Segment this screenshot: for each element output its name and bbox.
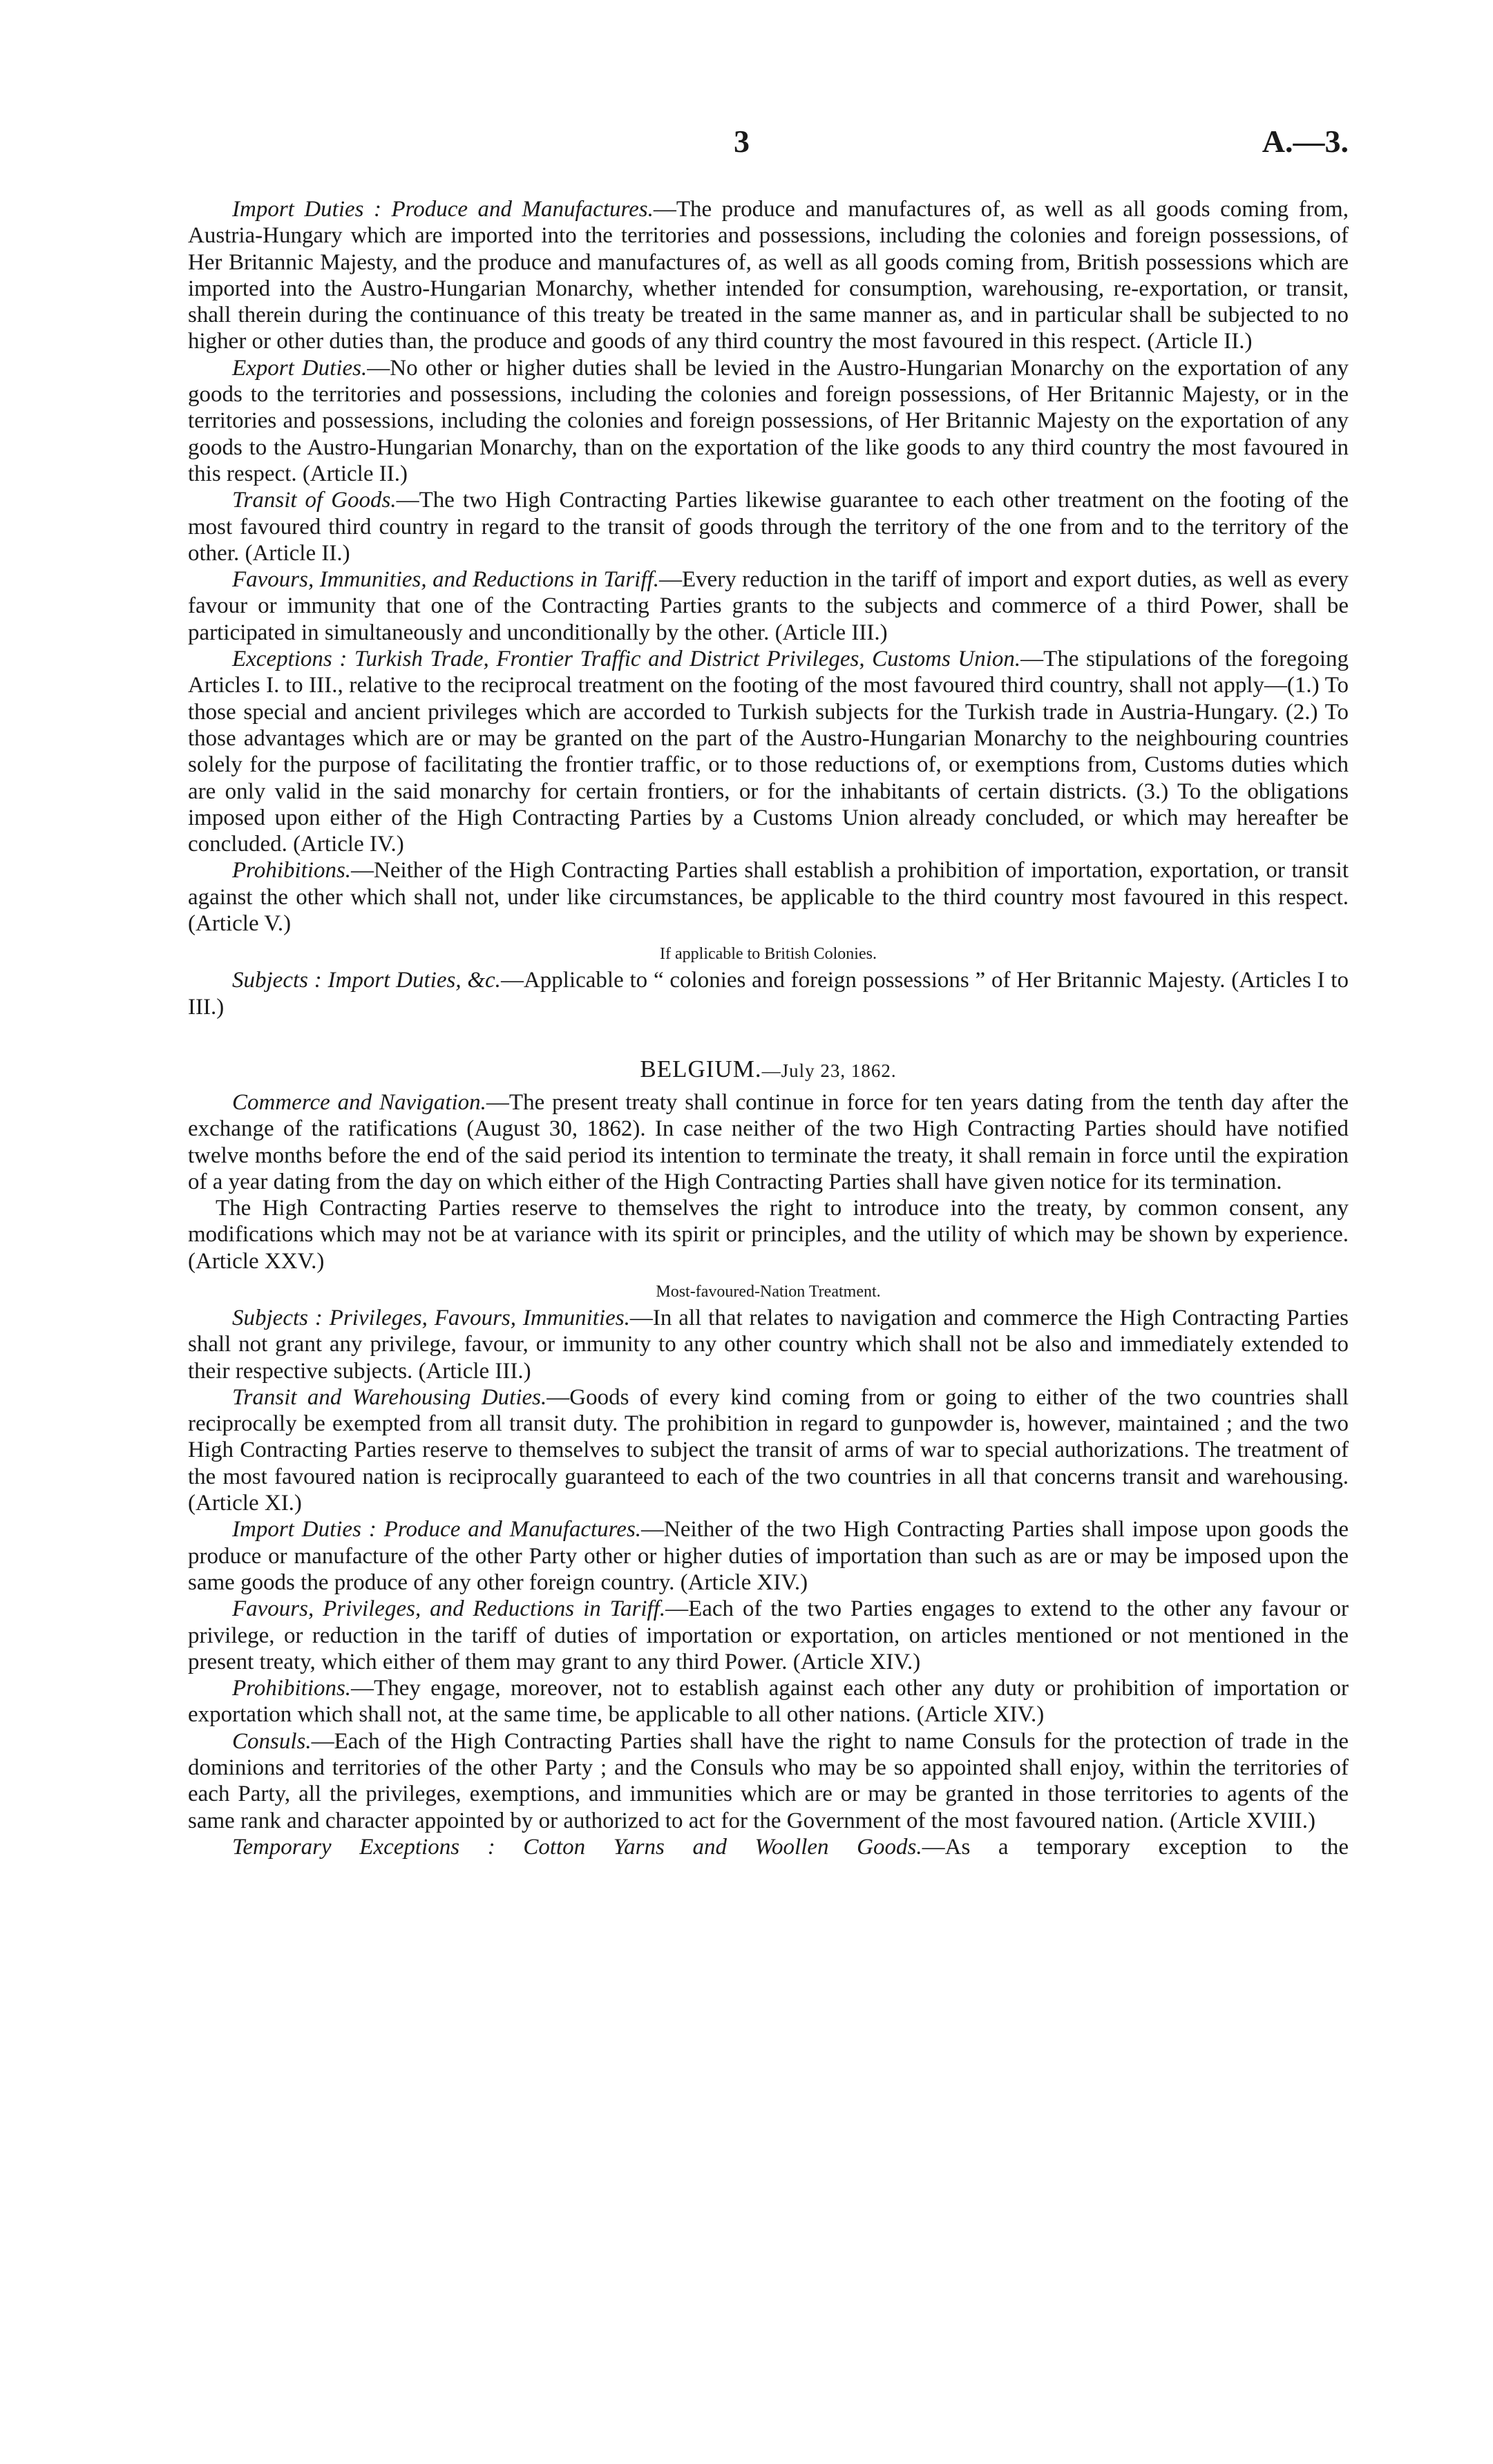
paragraph-heading: Temporary Exceptions : Cotton Yarns and Woollen Goods. (232, 1834, 922, 1860)
paragraph-consuls (188, 1728, 1349, 1834)
document-page (188, 0, 1349, 1860)
paragraph-import-duties (188, 196, 1349, 355)
paragraph-commerce-navigation (188, 1089, 1349, 1195)
paragraph-heading: Export Duties. (232, 355, 368, 381)
paragraph-heading: Favours, Immunities, and Reductions in Tariff. (232, 567, 659, 593)
paragraph-text: —The stipulations of the foregoing Articles I. to III., relative to the reciprocal treatment on the footing of the most favoured third country, shall not apply—(1.) To those special and ancient privileges which are accorded to Turkish subjects for the Turkish trade in Austria-Hungary. (2.) To those advantages which are or may be granted on the part of the Austro-Hungarian Monarchy to the neighbouring countries solely for the purpose of facilitating the frontier traffic, or to those reductions of, or exemptions from, Customs duties which are only valid in the said monarchy for certain frontiers, or for the inhabitants of certain districts. (3.) To the obligations imposed upon either of the High Contracting Parties by a Customs Union already concluded, or which may hereafter be concluded. (Article IV.) (188, 647, 1349, 857)
paragraph-exceptions (188, 646, 1349, 857)
paragraph-colonies (188, 967, 1349, 1020)
paragraph-text: —Every reduction in the tariff of import and export duties, as well as every favour or immunity that one of the Contracting Parties grants to the subjects and commerce of a third Power, shall be participated in simultaneously and unconditionally by the other. (Article III.) (188, 567, 1349, 645)
paragraph-prohibitions (188, 857, 1349, 937)
paragraph-transit-warehousing (188, 1384, 1349, 1516)
paragraph-heading: Subjects : Import Duties, &c. (232, 968, 501, 993)
paragraph-text: —Neither of the High Contracting Parties shall establish a prohibition of importation, exportation, or transit against the other which shall not, under like circumstances, be applicable to the third country most favoured in this respect. (Article V.) (188, 858, 1349, 937)
paragraph-text: —No other or higher duties shall be levied in the Austro-Hungarian Monarchy on the exportation of any goods to the territories and possessions, including the colonies and foreign possessions, of Her Britannic Majesty, or in the territories and possessions, including the colonies and foreign possessions, of Her Britannic Majesty on the exportation of any goods to the Austro-Hungarian Monarchy, than on the exportation of the like goods to any third country the most favoured in this respect. (Article II.) (188, 355, 1349, 486)
paragraph-heading: Favours, Privileges, and Reductions in Tariff. (232, 1596, 666, 1622)
paragraph-text: —The two High Contracting Parties likewise guarantee to each other treatment on the footing of the most favoured third country in regard to the transit of goods through the territory of the one from and to the territory of the other. (Article II.) (188, 488, 1349, 566)
paragraph-prohibitions-belgium (188, 1675, 1349, 1728)
paragraph-text: —Goods of every kind coming from or going to either of the two countries shall reciprocally be exempted from all transit duty. The prohibition in regard to gunpowder is, however, maintained ; and the two High Contracting Parties reserve to themselves to subject the transit of arms of war to special authorizations. The treatment of the most favoured nation is reciprocally guaranteed to each of the two countries in all that concerns transit and warehousing. (Article XI.) (188, 1384, 1349, 1516)
section-date: —July 23, 1862. (761, 1060, 897, 1081)
paragraph-text: —The present treaty shall continue in force for ten years dating from the tenth day after the exchange of the ratifications (August 30, 1862). In case neither of the two High Contracting Parties should have notified twelve months before the end of the said period its intention to terminate the treaty, it shall remain in force until the expiration of a year dating from the day on which either of the High Contracting Parties shall have given notice for its termination. (188, 1089, 1349, 1194)
paragraph-heading: Exceptions : Turkish Trade, Frontier Traffic and District Privileges, Customs Union. (232, 647, 1021, 672)
paragraph-export-duties (188, 355, 1349, 487)
paragraph-heading: Import Duties : Produce and Manufactures. (232, 197, 654, 222)
mfn-subheading: Most-favoured-Nation Treatment. (656, 1282, 881, 1301)
colonies-subheading: If applicable to British Colonies. (660, 945, 877, 964)
page-header (188, 0, 1349, 166)
paragraph-text: —Neither of the two High Contracting Parties shall impose upon goods the produce or manufacture of the other Party other or higher duties of importation than such as are or may be imposed upon the same goods the produce of any other foreign country. (Article XIV.) (188, 1517, 1349, 1595)
paragraph-heading: Consuls. (232, 1728, 312, 1754)
paragraph-heading: Prohibitions. (232, 858, 352, 884)
paragraph-modifications (188, 1195, 1349, 1274)
paragraph-text: —Each of the two Parties engages to extend to the other any favour or privilege, or reduction in the tariff of duties of importation or exportation, on articles mentioned or not mentioned in the present treaty, which either of them may grant to any third Power. (Article XIV.) (188, 1596, 1349, 1674)
belgium-section (188, 1053, 1349, 1860)
paragraph-heading: Import Duties : Produce and Manufactures. (232, 1517, 642, 1543)
paragraph-text: —Applicable to “ colonies and foreign possessions ” of Her Britannic Majesty. (Articles I to III.) (188, 968, 1349, 1020)
paragraph-text: The High Contracting Parties reserve to themselves the right to introduce into the treaty, by common consent, any modifications which may not be at variance with its spirit or principles, and the utility of which may be shown by experience. (Article XXV.) (188, 1196, 1349, 1274)
paragraph-subjects-privileges (188, 1305, 1349, 1384)
paragraph-heading: Transit and Warehousing Duties. (232, 1384, 547, 1410)
paragraph-heading: Subjects : Privileges, Favours, Immunities. (232, 1305, 630, 1330)
austria-section (188, 196, 1349, 1020)
paragraph-temporary-exceptions (188, 1834, 1349, 1860)
paragraph-text: —The produce and manufactures of, as well as all goods coming from, Austria-Hungary which are imported into the territories and possessions, including the colonies and foreign possessions, of Her Britannic Majesty, and the produce and manufactures of, as well as all goods coming from, British possessions which are imported into the Austro-Hungarian Monarchy, whether intended for consumption, warehousing, re-exportation, or transit, shall therein during the continuance of this treaty be treated in the same manner as, and in particular shall be subjected to no higher or other duties than, the produce and goods of any third country the most favoured in this respect. (Article II.) (188, 197, 1349, 354)
paragraph-heading: Commerce and Navigation. (232, 1089, 486, 1115)
paragraph-text: —Each of the High Contracting Parties shall have the right to name Consuls for the protection of trade in the dominions and territories of the other Party ; and the Consuls who may be so appointed shall enjoy, within the territories of each Party, all the privileges, exemptions, and immunities which are or may be granted in those territories to agents of the same rank and character appointed by or authorized to act for the Government of the most favoured nation. (Article XVIII.) (188, 1728, 1349, 1833)
paragraph-favours (188, 566, 1349, 646)
document-reference: A.—3. (1262, 124, 1349, 159)
paragraph-transit-goods (188, 487, 1349, 566)
paragraph-import-duties-belgium (188, 1516, 1349, 1596)
paragraph-text: —As a temporary exception to the (922, 1834, 1349, 1860)
page-number: 3 (734, 124, 750, 159)
section-country: BELGIUM. (640, 1055, 762, 1082)
paragraph-favours-belgium (188, 1596, 1349, 1675)
paragraph-text: —They engage, moreover, not to establish against each other any duty or prohibition of importation or exportation which shall not, at the same time, be applicable to all other nations. (Article XIV.) (188, 1676, 1349, 1728)
section-title (188, 1053, 1349, 1087)
paragraph-heading: Transit of Goods. (232, 488, 397, 513)
paragraph-text: —In all that relates to navigation and commerce the High Contracting Parties shall not grant any privilege, favour, or immunity to any other country which shall not be also and immediately extended to their respective subjects. (Article III.) (188, 1305, 1349, 1384)
paragraph-heading: Prohibitions. (232, 1676, 352, 1701)
